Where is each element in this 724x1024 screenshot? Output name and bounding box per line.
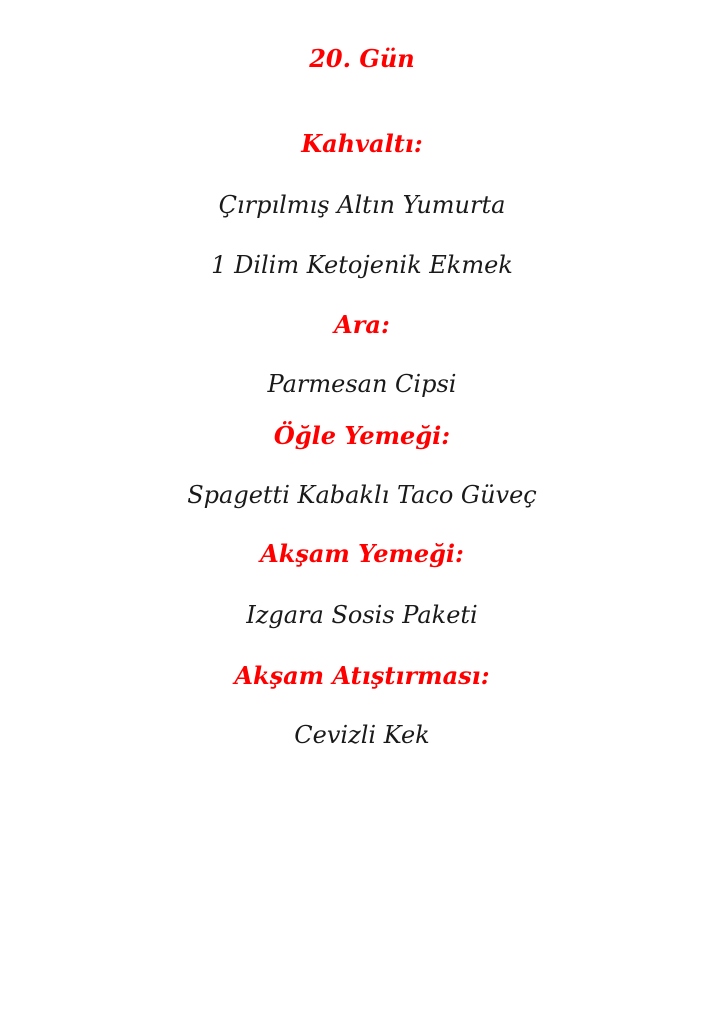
- section-heading-breakfast: Kahvaltı:: [301, 129, 423, 158]
- day-title: 20. Gün: [309, 44, 415, 73]
- section-heading-dinner: Akşam Yemeği:: [260, 539, 464, 568]
- section-heading-evening-snack: Akşam Atıştırması:: [234, 661, 490, 690]
- section-heading-snack: Ara:: [334, 310, 390, 339]
- menu-item-breakfast-2: 1 Dilim Ketojenik Ekmek: [211, 251, 513, 279]
- menu-item-dinner-1: Izgara Sosis Paketi: [246, 601, 478, 629]
- menu-item-breakfast-1: Çırpılmış Altın Yumurta: [218, 191, 506, 219]
- section-heading-lunch: Öğle Yemeği:: [273, 421, 451, 450]
- menu-item-lunch-1: Spagetti Kabaklı Taco Güveç: [187, 481, 537, 509]
- menu-item-evening-snack-1: Cevizli Kek: [294, 721, 430, 749]
- menu-item-snack-1: Parmesan Cipsi: [267, 370, 457, 398]
